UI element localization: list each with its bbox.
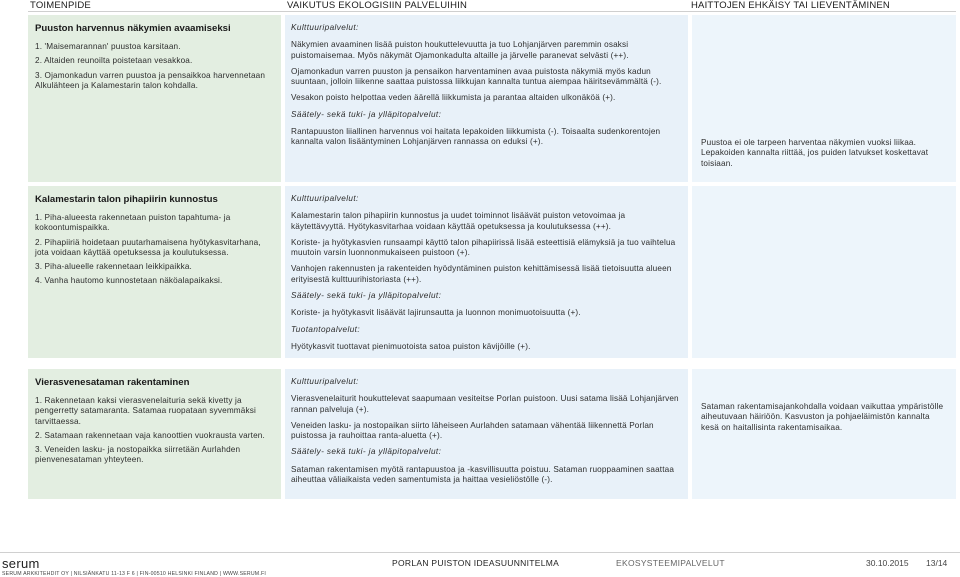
action-item: 2. Altaiden reunoilta poistetaan vesakkoa. [35,56,193,66]
action-cell-3 [28,369,281,499]
action-item: 2. Satamaan rakennetaan vaja kanoottien vuokrausta varten. [35,430,265,440]
effect-text: Ojamonkadun varren puuston ja pensaikon harventaminen avaa puistosta näkymiä myös kadun suuntaan, jolloin liikenne saattaa puistossa liikkujan kannalta tuntua aiempaa häiritsevämmältä (-). [291,66,662,87]
footer-divider [0,552,960,553]
column-header-row [0,0,960,11]
mitigation-cell-2 [692,186,956,358]
effect-label: Kulttuuripalvelut: [291,377,359,386]
effect-label: Säätely- sekä tuki- ja ylläpitopalvelut: [291,291,442,301]
serum-logo: serum [2,556,40,571]
header-action: TOIMENPIDE [30,0,91,11]
mitigation-text: Sataman rakentamisajankohdalla voidaan vaikuttaa ympäristölle aiheutuvaan häiriöön. Kasvuston ja pohjaeläimistön kannalta kesä on haitallisinta rakentamisaikaa. [701,402,944,432]
document-date: 30.10.2015 [866,558,909,568]
effect-label: Tuotantopalvelut: [291,324,361,334]
effect-cell-1 [285,15,688,182]
action-title: Puuston harvennus näkymien avaamiseksi [35,23,231,34]
mitigation-cell-1 [692,15,956,182]
effect-cell-2 [285,186,688,358]
effect-text: Näkymien avaaminen lisää puiston houkuttelevuutta ja tuo Lohjanjärven paremmin osaksi puistomaisemaa. Myös näkymät Ojamonkadulta altaille ja järvelle paranevat selvästi (++). [291,40,629,60]
action-item: 2. Pihapiiriä hoidetaan puutarhamaisena hyötykasvitarhana, jota voidaan käyttää opetuksessa ja koulutuksessa. [35,237,261,257]
effect-text: Veneiden lasku- ja nostopaikan siirto läheiseen Aurlahden satamaan vähentää liikennettä Porlan puistossa ja rauhoittaa ranta-aluetta (+). [291,420,654,441]
action-item: 3. Ojamonkadun varren puustoa ja pensaikkoa harvennetaan Alkulähteen ja Kalamestarin talon kohdalla. [35,70,266,90]
action-item: 1. Piha-alueesta rakennetaan puiston tapahtuma- ja kokoontumispaikka. [35,213,231,233]
action-item: 3. Veneiden lasku- ja nostopaikka siirretään Aurlahden pienvenesataman yhteyteen. [35,445,241,465]
document-section: EKOSYSTEEMIPALVELUT [616,558,725,568]
action-cell-2 [28,186,281,358]
effect-text: Vesakon poisto helpottaa veden äärellä liikkumista ja parantaa altaiden ulkonäköä (+). [291,93,616,103]
action-item: 3. Piha-alueelle rakennetaan leikkipaikka. [35,262,192,272]
effect-text: Sataman rakentamisen myötä rantapuustoa ja -kasvillisuutta poistuu. Sataman ruoppaaminen saattaa aiheuttaa väliaikaista veden samentumista ja haittaa vesieliöstölle (-). [291,464,675,485]
effect-label: Kulttuuripalvelut: [291,194,359,203]
header-divider [28,11,956,12]
page-number: 13/14 [926,558,948,568]
action-title: Kalamestarin talon pihapiirin kunnostus [35,194,218,205]
effect-text: Vanhojen rakennusten ja rakenteiden hyödyntäminen puiston kehittämisessä lisää tietoisuutta alueen erityisestä kulttuurihistoriasta (++). [291,264,672,284]
action-item: 1. Rakennetaan kaksi vierasvenelaituria sekä kivetty ja pengerretty satamaranta. Satamaa ruopataan syvemmäksi tarvittaessa. [35,396,256,426]
mitigation-text: Puustoa ei ole tarpeen harventaa näkymien vuoksi liikaa. Lepakoiden kannalta riittää, jos puiden latvukset koskettavat toisiaan. [701,138,929,168]
document-title: PORLAN PUISTON IDEASUUNNITELMA [392,558,560,568]
effect-label: Kulttuuripalvelut: [291,23,359,32]
effect-label: Säätely- sekä tuki- ja ylläpitopalvelut: [291,447,442,457]
effect-text: Koriste- ja hyötykasvien runsaampi käyttö talon pihapiirissä lisää esteettisiä elämyksiä ja tuo vaihtelua muutoin varsin luonnonmukaiseen puistoon (+). [291,237,676,258]
effect-cell-3 [285,369,688,499]
effect-text: Rantapuuston liiallinen harvennus voi haitata lepakoiden liikkumista (-). Toisaalta sudenkorentojen kannalta valon lisääntyminen Lohjanjärven rannassa on eduksi (+). [291,127,661,147]
effect-text: Kalamestarin talon pihapiirin kunnostus ja uudet toiminnot lisäävät puiston vetovoimaa ja käytettävyyttä. Hyötykasvitarhaa voidaan käyttää opetuksessa ja koulutuksessa (++). [291,211,626,231]
effect-text: Vierasvenelaiturit houkuttelevat saapumaan vesiteitse Porlan puistoon. Uusi satama lisää Lohjanjärven rannan palveluja (+). [291,394,679,414]
company-address: SERUM ARKKITEHDIT OY | NILSIÄNKATU 11-13 F 6 | FIN-00510 HELSINKI FINLAND | WWW.SERUM.FI [2,571,266,577]
header-mitigation: HAITTOJEN EHKÄISY TAI LIEVENTÄMINEN [691,0,890,11]
effect-text: Hyötykasvit tuottavat pienimuotoista satoa puiston kävijöille (+). [291,341,531,351]
action-title: Vierasvenesataman rakentaminen [35,377,190,388]
action-cell-1 [28,15,281,182]
effect-text: Koriste- ja hyötykasvit lisäävät lajirunsautta ja luonnon monimuotoisuutta (+). [291,308,581,318]
effect-label: Säätely- sekä tuki- ja ylläpitopalvelut: [291,109,442,119]
action-item: 1. 'Maisemarannan' puustoa karsitaan. [35,42,181,51]
mitigation-cell-3 [692,369,956,499]
header-effect: VAIKUTUS EKOLOGISIIN PALVELUIHIN [287,0,468,11]
action-item: 4. Vanha hautomo kunnostetaan näköalapaikaksi. [35,276,223,286]
